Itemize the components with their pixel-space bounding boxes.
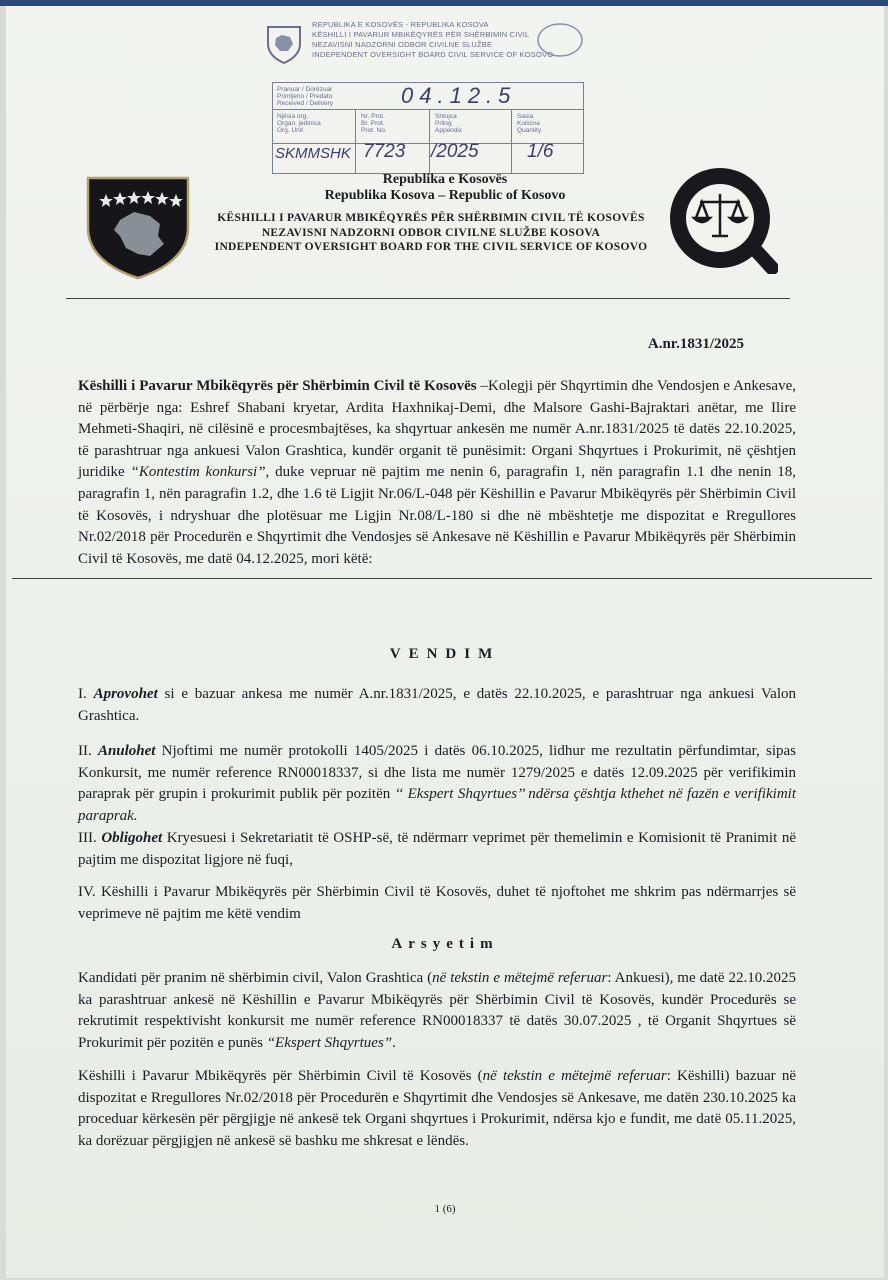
stamp-label-protocol: Nr. Prot. Br. Prot. Prot. No. [361, 113, 387, 134]
stamp-number: 7723 [363, 141, 406, 162]
republic-title-full: Republika Kosova – Republic of Kosovo [324, 188, 566, 203]
intro-text: –Kolegji për Shqyrtimin dhe Vendosjen e Ankesave, në përbërje nga: Eshref Shabani kryetar, Ardita Haxhnikaj-Demi, dhe Malsore Gashi-Bajraktari anëtar, me Ilire Mehmeti-Shaqiri, në cilësinë e procesmbajtëses, ka shqyrtuar ankesën me numër A.nr.1831/2025 të datës 22.10.2025, të parashtruar nga ankuesi Valon Grashtica, kundër organit të punësimit: Organi Shqyrtues i Prokurimit, në çështjen juridike [78, 378, 796, 481]
stamp-header [312, 20, 553, 60]
item-keyword: Obligohet [101, 830, 163, 846]
vendim-heading: VENDIM [389, 646, 501, 662]
item-text: IV. Këshilli i Pavarur Mbikëqyrës për Shërbimin Civil të Kosovës, duhet të njoftohet me shkrim pas ndërmarrjes së veprimeve në pajtim me këtë vendim [78, 884, 796, 922]
reasoning-text: : Ankuesi), me datë 22.10.2025 ka parashtruar ankesë në Këshillin e Pavarur Mbikëqyrës për Shërbimin Civil të Kosovës, kundër Procedurës se rekrutimit respektivisht konkursit me numër reference RN00018337 të datës 30.07.2025 , të Organit Shqyrtues së Prokurimit për pozitën e punës [78, 970, 797, 1051]
stamp-label-quantity: Sasia Kolicina Quantity [517, 113, 542, 134]
reasoning-text: . [392, 1034, 396, 1051]
document-page [6, 6, 884, 1278]
intro-italic: “Kontestim konkursi” [130, 464, 266, 481]
item-number: III. [78, 830, 102, 846]
stamp-line: INDEPENDENT OVERSIGHT BOARD CIVIL SERVICE OF KOSOVO [312, 50, 554, 59]
item-text: Kryesuesi i Sekretariatit të OSHP-së, të ndërmarr veprimet për themelimin e Komisionit të Pranimit në pajtim me dispozitat ligjore në fuqi, [78, 830, 796, 868]
stamp-table [272, 82, 584, 174]
intro-bold: Këshilli i Pavarur Mbikëqyrës për Shërbimin Civil të Kosovës [78, 378, 477, 394]
decision-item-iii [78, 828, 796, 871]
reasoning-italic: “Ekspert Shqyrtues” [266, 1034, 393, 1051]
item-text: Njoftimi me numër protokolli 1405/2025 i datës 06.10.2025, lidhur me rezultatin përfundimtar, sipas Konkursit, me numër reference RN00018337, si dhe lista me numër 1279/2025 e datës 12.09.2025 për verifikimin paraprak për grupin i prokurimit publik për pozitën [78, 743, 796, 803]
item-number: II. [78, 743, 98, 759]
stamp-label-unit: Njësia org. Organ. jedinica Org. Unit [277, 113, 321, 134]
item-number: I. [78, 686, 94, 702]
reasoning-paragraph-2 [78, 1066, 796, 1152]
decision-item-ii [78, 741, 796, 827]
round-seal-icon [534, 20, 586, 60]
stamp-crest-icon [266, 24, 302, 64]
scales-of-justice-logo-icon [660, 162, 778, 274]
stamp-label-appendix: Shtojca Prilog Appendix [435, 113, 463, 134]
stamp-count: 1/6 [527, 141, 554, 162]
decision-item-iv [78, 882, 796, 925]
reasoning-text: : Këshilli) bazuar në dispozitat e Rregullores Nr.02/2018 për Procedurën e Shqyrtimit dhe Vendosjes së Ankesave, me datën 230.10.2025 ka proceduar kërkesën për përgjigje në ankesë tek Organi shqyrtues i Prokurimit, ndërsa kjo e fundit, me datë 05.11.2025, ka dorëzuar përgjigjen në ankesë së bashku me shkresat e lëndës. [78, 1068, 796, 1149]
stamp-date: 04.12.5 [401, 83, 517, 108]
scan-fold-line [12, 578, 872, 579]
board-name-al: KËSHILLI I PAVARUR MBIKËQYRËS PËR SHËRBIMIN CIVIL TË KOSOVËS [217, 212, 645, 224]
reasoning-text: Kandidati për pranim në shërbimin civil, Valon Grashtica ( [78, 970, 433, 986]
stamp-line: NEZAVISNI NADZORNI ODBOR CIVILNE SLUŽBE [312, 40, 493, 49]
reasoning-paragraph-1 [78, 968, 796, 1054]
intro-text-2: , duke vepruar në pajtim me nenin 6, paragrafin 1, nën paragrafin 1.1 dhe nenin 18, paragrafin 1, nën paragrafin 1.2, dhe 1.6 të Ligjit Nr.06/L-048 për Këshillin e Pavarur Mbikëqyrës për Shërbimin Civil të Kosovës, i ndryshuar dhe plotësuar me Ligjin Nr.08/L-180 si dhe në mbështetje me dispozitat e Rregullores Nr.02/2018 për Procedurën e Shqyrtimit dhe Vendosjes së Ankesave në Këshillin e Pavarur Mbikëqyrës për Shërbimin Civil të Kosovës, me datë 04.12.2025, mori këtë: [78, 464, 796, 567]
stamp-line: REPUBLIKA E KOSOVËS - REPUBLIKA KOSOVA [312, 20, 489, 29]
item-keyword: Anulohet [97, 743, 156, 759]
stamp-year: /2025 [431, 141, 479, 162]
stamp-line: KËSHILLI I PAVARUR MBIKËQYRËS PËR SHËRBIMIN CIVIL [312, 30, 530, 39]
page-number: 1 (6) [434, 1203, 456, 1215]
republic-title-al: Republika e Kosovës [382, 172, 508, 187]
registration-stamp [264, 14, 594, 174]
item-text: si e bazuar ankesa me numër A.nr.1831/2025, e datës 22.10.2025, e parashtruar nga ankuesi Valon Grashtica. [78, 686, 797, 724]
decision-item-i [78, 684, 796, 727]
case-reference: A.nr.1831/2025 [647, 336, 744, 352]
stamp-label-received: Pranuar / Dorëzuar Primljeno / Predato Received / Delivery [277, 86, 333, 107]
reasoning-italic: në tekstin e mëtejmë referuar [482, 1068, 667, 1084]
stamp-unit: SKMMSHK [275, 145, 351, 162]
board-name-sr: NEZAVISNI NADZORNI ODBOR CIVILNE SLUŽBE KOSOVA [261, 227, 601, 239]
header-divider [66, 298, 790, 299]
intro-paragraph [78, 376, 796, 570]
item-keyword: Aprovohet [93, 686, 158, 702]
board-name-en: INDEPENDENT OVERSIGHT BOARD FOR THE CIVIL SERVICE OF KOSOVO [214, 241, 648, 253]
reasoning-italic: në tekstin e mëtejmë referuar [432, 970, 608, 986]
arsyetim-heading: Arsyetim [391, 936, 499, 952]
reasoning-text: Këshilli i Pavarur Mbikëqyrës për Shërbimin Civil të Kosovës ( [78, 1068, 483, 1084]
item-italic: ‘‘ Ekspert Shqyrtues’’ ndërsa çështja kthehet në fazën e verifikimit paraprak. [78, 786, 796, 824]
